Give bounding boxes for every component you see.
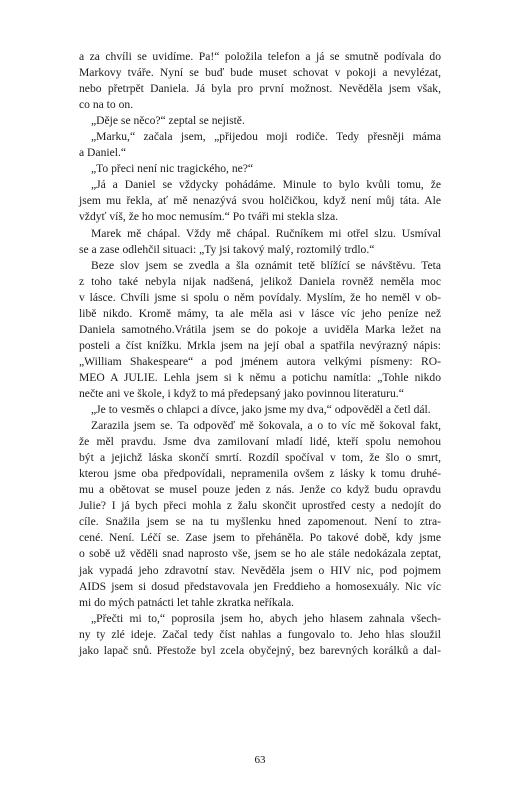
text-line: Marek mě chápal. Vždy mě chápal. Ručníkem mi otřel slzu. Usmíval <box>91 226 441 240</box>
text-line: „Já a Daniel se vždycky pohádáme. Minule to bylo kvůli tomu, že <box>91 178 441 192</box>
text-line: z toho také nebyla nijak nadšená, jelikož Daniela rovněž neměla moc <box>79 274 441 288</box>
text-line: a Daniel.“ <box>79 146 126 160</box>
text-line: být a jejichž láska skončí smrtí. Rozdíl spočíval v tom, že šlo o smrt, <box>79 451 441 465</box>
body-text <box>79 49 441 659</box>
text-line: vždyť víš, že ho moc nemusím.“ Po tváři mi stekla slza. <box>79 210 338 224</box>
text-line: kterou jsme oba předpovídali, nepramenila ovšem z lásky k tomu druhé- <box>79 467 441 481</box>
text-line: ny ty zlé ideje. Začal tedy číst nahlas a fungovalo to. Jeho hlas sloužil <box>79 627 441 641</box>
text-line: „Je to vesměs o chlapci a dívce, jako jsme my dva,“ odpověděl a četl dál. <box>91 403 431 417</box>
text-line: AIDS jsem si dosud představovala jen Freddieho a homosexuály. Nic víc <box>79 579 441 593</box>
page-number: 63 <box>254 754 266 766</box>
text-line: Markovy tváře. Nyní se buď bude muset schovat v pokoji a nevylézat, <box>79 66 441 80</box>
text-line: jsem mu řekla, ať mě nenazývá svou holčičkou, když není můj táta. Ale <box>79 194 441 208</box>
text-line: Julie? I já bych přeci mohla z žalu skončit uprostřed cesty a nedojít do <box>79 499 441 513</box>
text-line: v lásce. Chvíli jsme si spolu o něm povídaly. Myslím, že ho neměl v ob- <box>79 290 441 304</box>
text-line: „Přečti mi to,“ poprosila jsem ho, abych jeho hlasem zahnala všech- <box>91 611 441 625</box>
text-line: a za chvíli se uvidíme. Pa!“ položila telefon a já se smutně podívala do <box>79 50 441 63</box>
text-line: „William Shakespeare“ a pod jménem autora velkými písmeny: RO- <box>79 354 441 368</box>
text-line: MEO A JULIE. Lehla jsem si k němu a potichu namítla: „Tohle nikdo <box>79 370 441 384</box>
text-line: „Děje se něco?“ zeptal se nejistě. <box>91 114 245 128</box>
text-line: jak vypadá jeho zdravotní stav. Nevěděla jsem o HIV nic, pod pojmem <box>79 563 441 577</box>
text-line: Beze slov jsem se zvedla a šla oznámit tetě blížící se návštěvu. Teta <box>91 258 441 272</box>
text-line: se a zase odlehčil situaci: „Ty jsi takový malý, roztomilý trdlo.“ <box>79 242 375 256</box>
text-line: co na to on. <box>79 98 134 112</box>
text-line: jako lapač snů. Přestože byl zcela obyčejný, bez barevných korálků a dal- <box>79 643 441 657</box>
text-line: posteli a číst knížku. Mrkla jsem na její obal a spatřila nevýrazný nápis: <box>79 338 441 352</box>
text-line: že měl pravdu. Jsme dva zamilovaní mladí lidé, kteří spolu nemohou <box>79 435 441 449</box>
text-line: mi do mých patnácti let tahle zkratka neříkala. <box>79 595 295 609</box>
text-line: libě nikdo. Kromě mámy, ta ale měla asi v lásce víc jeho peníze než <box>79 306 441 320</box>
text-line: Zarazila jsem se. Ta odpověď mě šokovala, a o to víc mě šokoval fakt, <box>91 419 441 433</box>
text-line: o sobě už věděli snad naprosto vše, jsem se ho ale stále nedokázala zeptat, <box>79 547 441 561</box>
text-line: nebo přetrpět Daniela. Já byla pro první možnost. Nevěděla jsem však, <box>79 82 441 96</box>
text-line: mu a obětovat se musel pouze jeden z nás. Jenže co když budu opravdu <box>79 483 441 497</box>
text-line: cené. Není. Léčí se. Zase jsem to přeháněla. Po takové době, kdy jsme <box>79 531 441 545</box>
text-line: cíle. Snažila jsem se na tu myšlenku hned zapomenout. Není to ztra- <box>79 515 441 529</box>
text-line: „Marku,“ začala jsem, „přijedou moji rodiče. Tedy přesněji máma <box>91 130 441 144</box>
text-line: „To přeci není nic tragického, ne?“ <box>91 162 254 176</box>
text-line: Daniela samotného.Vrátila jsem se do pokoje a uviděla Marka ležet na <box>79 322 441 336</box>
text-line: nečte ani ve škole, i když to má předepsaný jako povinnou literaturu.“ <box>79 386 404 400</box>
